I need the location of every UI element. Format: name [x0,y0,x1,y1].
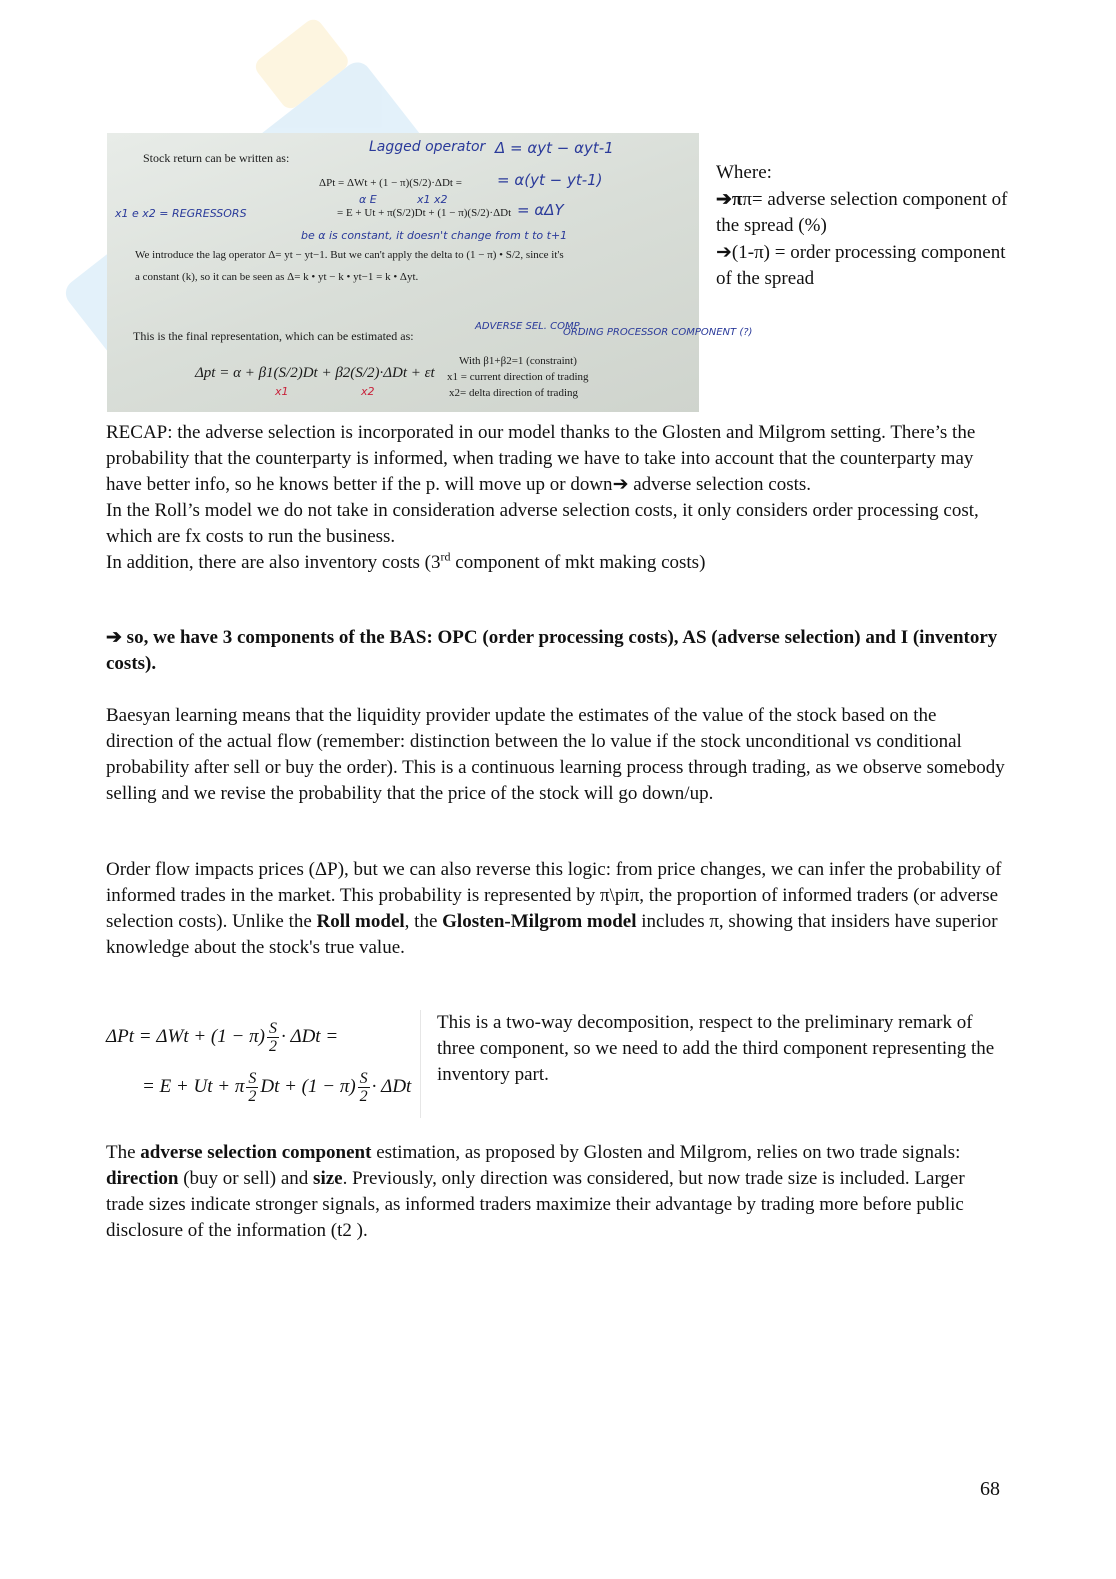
adverse-text-a: The [106,1142,141,1163]
arrow-icon: ➔ [612,474,629,495]
adverse-text-d: (buy or sell) and [178,1168,314,1189]
photo-line-lag: We introduce the lag operator Δ= yt − yt−1. But we can't apply the delta to (1 − π) • S/2, since it's [135,249,564,261]
photo-formula-1: ΔPt = ΔWt + (1 − π)(S/2)·ΔDt = [319,177,462,189]
fraction-s-over-2 [246,1070,258,1105]
components-paragraph [106,625,1006,677]
formula-line-1 [106,1020,338,1055]
components-text: so, we have 3 components of the BAS: OPC (order processing costs), AS (adverse selection) and I (inventory costs). [106,627,998,674]
recap-paragraph-3 [106,550,1006,576]
components-summary [106,625,1006,677]
bayesian-section [106,703,1006,807]
photo-handwriting-ording: ORDING PROCESSOR COMPONENT (?) [563,327,753,338]
where-title: Where: [716,162,772,183]
fraction-s-over-2 [267,1020,279,1055]
where-pi-text: π= adverse selection component of the spread (%) [716,188,1008,236]
recap-section [106,420,1006,576]
arrow-icon: ➔ [106,627,122,648]
photo-x1-def: x1 = current direction of trading [447,371,589,383]
photo-line-final: This is the final representation, which can be estimated as: [133,329,414,343]
decomposition-formula [104,1010,421,1118]
recap-paragraph-2: In the Roll’s model we do not take in consideration adverse selection costs, it only considers order processing cost, which are fx costs to run the business. [106,500,979,547]
photo-line-stock-return: Stock return can be written as: [143,151,290,165]
order-flow-text-c: includes π, showing that insiders have superior knowledge about the stock's true value. [106,911,998,958]
recap-text-1: RECAP: the adverse selection is incorporated in our model thanks to the Glosten and Milgrom setting. There’s the probability that the counterparty is informed, when trading we have to take into account that the counterparty may have better info, so he knows better if the p. will move up or down [106,422,976,495]
two-way-decomposition-note: This is a two-way decomposition, respect to the preliminary remark of three component, so we need to add the third component representing the inventory part. [437,1012,995,1085]
adverse-term: adverse selection component [140,1142,372,1163]
frac-num: S [268,1020,277,1037]
photo-handwriting-alpha-e: α E [359,193,377,206]
adverse-text-c: estimation, as proposed by Glosten and Milgrom, relies on two trade signals: [371,1142,961,1163]
where-pi-definition: ➔ππ= adverse selection component of the spread (%) [716,188,1008,236]
frac-den: 2 [359,1088,368,1105]
adverse-selection-paragraph [106,1140,1006,1244]
fraction-s-over-2 [358,1070,370,1105]
photo-constraint: With β1+β2=1 (constraint) [459,355,577,367]
recap-text-3b: component of mkt making costs) [450,552,706,573]
photo-handwriting-alpha-delta: = α(yt − yt-1) [497,171,603,189]
order-flow-text-a: Order flow impacts prices (ΔP), but we can also reverse this logic: from price changes, we can infer the probability of informed trades in the market. This probability is represented by π\piπ, the proportion of informed traders (or adverse selection costs). Unlike the [106,859,1002,932]
where-one-minus-pi-text: (1-π) = order processing component of the spread [716,241,1006,289]
size-term: size [313,1168,343,1189]
recap-paragraph-1 [106,420,1006,498]
photo-handwriting-regressors: x1 e x2 = REGRESSORS [115,207,247,220]
photo-handwriting-adverse: ADVERSE SEL. COMP. [475,321,582,332]
formula-2c: · ΔDt [371,1075,412,1097]
photo-x2-def: x2= delta direction of trading [449,387,578,399]
order-flow-paragraph [106,857,1006,961]
frac-den: 2 [248,1088,257,1105]
formula-2a: = E + Ut + π [142,1075,245,1097]
glosten-milgrom-term: Glosten-Milgrom model [442,911,637,932]
frac-num: S [359,1070,368,1087]
adverse-text-e: . Previously, only direction was considered, but now trade size is included. Larger trade sizes indicate stronger signals, as informed traders maximize their advantage by trading more before public disclosure of the information (t2 ). [106,1168,965,1241]
recap-text-3a: In addition, there are also inventory costs (3 [106,552,441,573]
photo-handwriting-x2: x2 [361,385,375,398]
photo-handwriting-x1x2: x1 x2 [417,193,448,206]
roll-model-term: Roll model [316,911,405,932]
frac-den: 2 [268,1038,277,1055]
recap-text-1-tail: adverse selection costs. [628,474,812,495]
photo-formula-2: = E + Ut + π(S/2)Dt + (1 − π)(S/2)·ΔDt [337,207,512,219]
formula-1b: · ΔDt = [280,1025,339,1047]
frac-num: S [248,1070,257,1087]
photo-handwriting-delta-def: Δ = αyt − αyt-1 [495,139,614,157]
photo-handwriting-constant: be α is constant, it doesn't change from t to t+1 [301,229,568,242]
photo-handwriting-xi: x1 [275,385,289,398]
arrow-icon: ➔ [716,188,732,210]
bayesian-paragraph: Baesyan learning means that the liquidity provider update the estimates of the value of the stock based on the direction of the actual flow (remember: distinction between the lo value if the stock unconditional vs conditional probability after sell or buy the order). This is a continuous learning process through trading, as we observe somebody selling and we revise the probability that the price of the stock will go down/up. [106,705,1005,804]
photo-handwriting-lagged: Lagged operator [369,139,486,155]
arrow-icon: ➔ [716,241,732,263]
photo-line-constant: a constant (k), so it can be seen as Δ= k • yt − k • yt−1 = k • Δyt. [135,271,419,283]
formula-2b: Dt + (1 − π) [260,1075,356,1097]
formula-line-2 [142,1070,411,1105]
order-flow-text-b: , the [404,911,443,932]
photo-handwriting-alpha-dy: = αΔY [517,201,564,219]
direction-term: direction [106,1168,179,1189]
adverse-selection-section [106,1140,1006,1244]
where-legend [716,160,1016,293]
order-flow-section [106,857,1006,961]
recap-sup: rd [440,549,451,564]
photo-formula-final: Δpt = α + β1(S/2)Dt + β2(S/2)·ΔDt + εt [195,365,435,381]
page-number: 68 [980,1478,1000,1500]
formula-1a: ΔPt = ΔWt + (1 − π) [106,1025,265,1047]
where-one-minus-pi-definition [716,240,1016,293]
